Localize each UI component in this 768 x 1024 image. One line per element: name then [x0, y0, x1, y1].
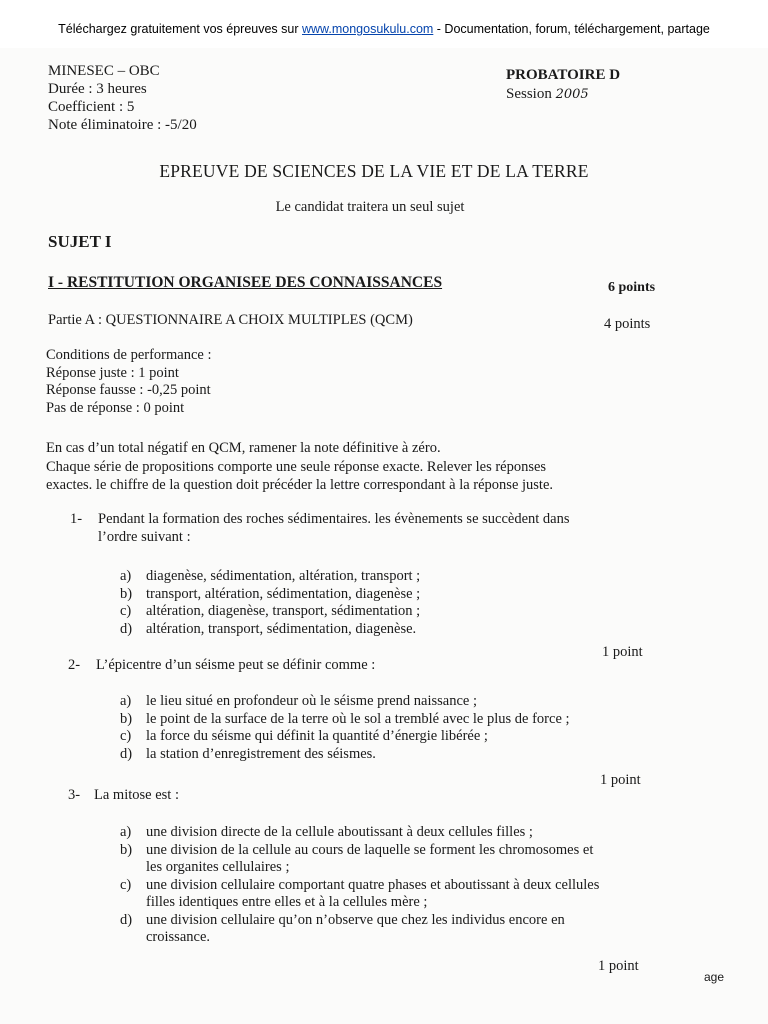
sujet-heading: SUJET I — [48, 232, 112, 251]
question-3 — [68, 787, 179, 805]
option-a: a) diagenèse, sédimentation, altération, transport ; — [120, 568, 421, 584]
option-c: c) une division cellulaire comportant quatre phases et aboutissant à deux cellules — [120, 876, 600, 893]
session-label: Session — [506, 86, 552, 102]
option-b: b) transport, altération, sédimentation, diagenèse ; — [120, 585, 421, 602]
session-line — [506, 85, 620, 104]
question-number: 2- — [68, 657, 81, 673]
exam-session-block — [506, 66, 620, 104]
section-heading: I - RESTITUTION ORGANISEE DES CONNAISSANCES — [48, 274, 443, 291]
instructions — [46, 439, 553, 495]
site-link[interactable]: www.mongosukulu.com — [302, 22, 434, 36]
conditions-line: Pas de réponse : 0 point — [46, 399, 185, 416]
part-a-heading: Partie A : QUESTIONNAIRE A CHOIX MULTIPLES (QCM) — [48, 312, 413, 328]
question-text: L’épicentre d’un séisme peut se définir comme : — [96, 657, 376, 673]
part-a-points: 4 points — [604, 316, 651, 332]
conditions-line: Réponse fausse : -0,25 point — [46, 382, 211, 398]
duration-line: Durée : 3 heures — [48, 81, 147, 97]
question-1 — [70, 511, 570, 546]
download-banner — [0, 22, 768, 36]
question-number: 1- — [70, 511, 83, 527]
option-d: d) la station d’enregistrement des séismes. — [120, 745, 376, 762]
option-c-continued: filles identiques entre elles et à la cellules mère ; — [146, 894, 428, 910]
question-text: Pendant la formation des roches sédimentaires. les évènements se succèdent dans — [98, 511, 570, 527]
question-text: l’ordre suivant : — [98, 528, 191, 545]
option-b: b) une division de la cellule au cours de laquelle se forment les chromosomes et — [120, 841, 594, 858]
option-c: c) la force du séisme qui définit la quantité d’énergie libérée ; — [120, 728, 488, 744]
page-title: EPREUVE DE SCIENCES DE LA VIE ET DE LA TERRE — [159, 161, 589, 181]
question-2 — [68, 657, 375, 675]
page-subtitle: Le candidat traitera un seul sujet — [275, 199, 465, 215]
conditions-line: Réponse juste : 1 point — [46, 364, 179, 381]
session-value: 2005 — [555, 87, 589, 102]
question-2-points: 1 point — [600, 772, 641, 788]
option-b-continued: les organites cellulaires ; — [146, 859, 290, 875]
question-2-options — [120, 693, 570, 763]
exam-name: PROBATOIRE D — [506, 67, 621, 83]
instruction-line: Chaque série de propositions comporte une seule réponse exacte. Relever les réponses — [46, 458, 547, 475]
ministry-line: MINESEC – OBC — [48, 63, 160, 79]
option-a: a) le lieu situé en profondeur où le séisme prend naissance ; — [120, 693, 477, 709]
scoring-conditions — [46, 347, 212, 417]
question-1-options — [120, 568, 420, 638]
banner-prefix: Téléchargez gratuitement vos épreuves sur — [58, 22, 302, 36]
option-b: b) le point de la surface de la terre où le sol a tremblé avec le plus de force ; — [120, 710, 570, 727]
option-c: c) altération, diagenèse, transport, sédimentation ; — [120, 603, 421, 619]
question-3-options — [120, 824, 599, 947]
question-text: La mitose est : — [94, 787, 179, 803]
footer-fragment: age — [704, 970, 725, 984]
question-3-points: 1 point — [598, 958, 639, 974]
banner-suffix: - Documentation, forum, téléchargement, partage — [433, 22, 710, 36]
section-points: 6 points — [608, 280, 656, 295]
eliminatory-line: Note éliminatoire : -5/20 — [48, 117, 197, 133]
instruction-line: exactes. le chiffre de la question doit précéder la lettre correspondant à la réponse juste. — [46, 477, 554, 493]
instruction-line: En cas d’un total négatif en QCM, ramener la note définitive à zéro. — [46, 440, 441, 456]
conditions-line: Conditions de performance : — [46, 347, 212, 363]
option-a: a) une division directe de la cellule aboutissant à deux cellules filles ; — [120, 824, 533, 840]
option-d: d) une division cellulaire qu’on n’observe que chez les individus encore en — [120, 911, 565, 928]
option-d-continued: croissance. — [146, 929, 211, 945]
option-d: d) altération, transport, sédimentation, diagenèse. — [120, 620, 417, 637]
coefficient-line: Coefficient : 5 — [48, 99, 135, 115]
question-number: 3- — [68, 787, 81, 803]
question-1-points: 1 point — [602, 644, 643, 660]
exam-info-block — [48, 62, 197, 134]
